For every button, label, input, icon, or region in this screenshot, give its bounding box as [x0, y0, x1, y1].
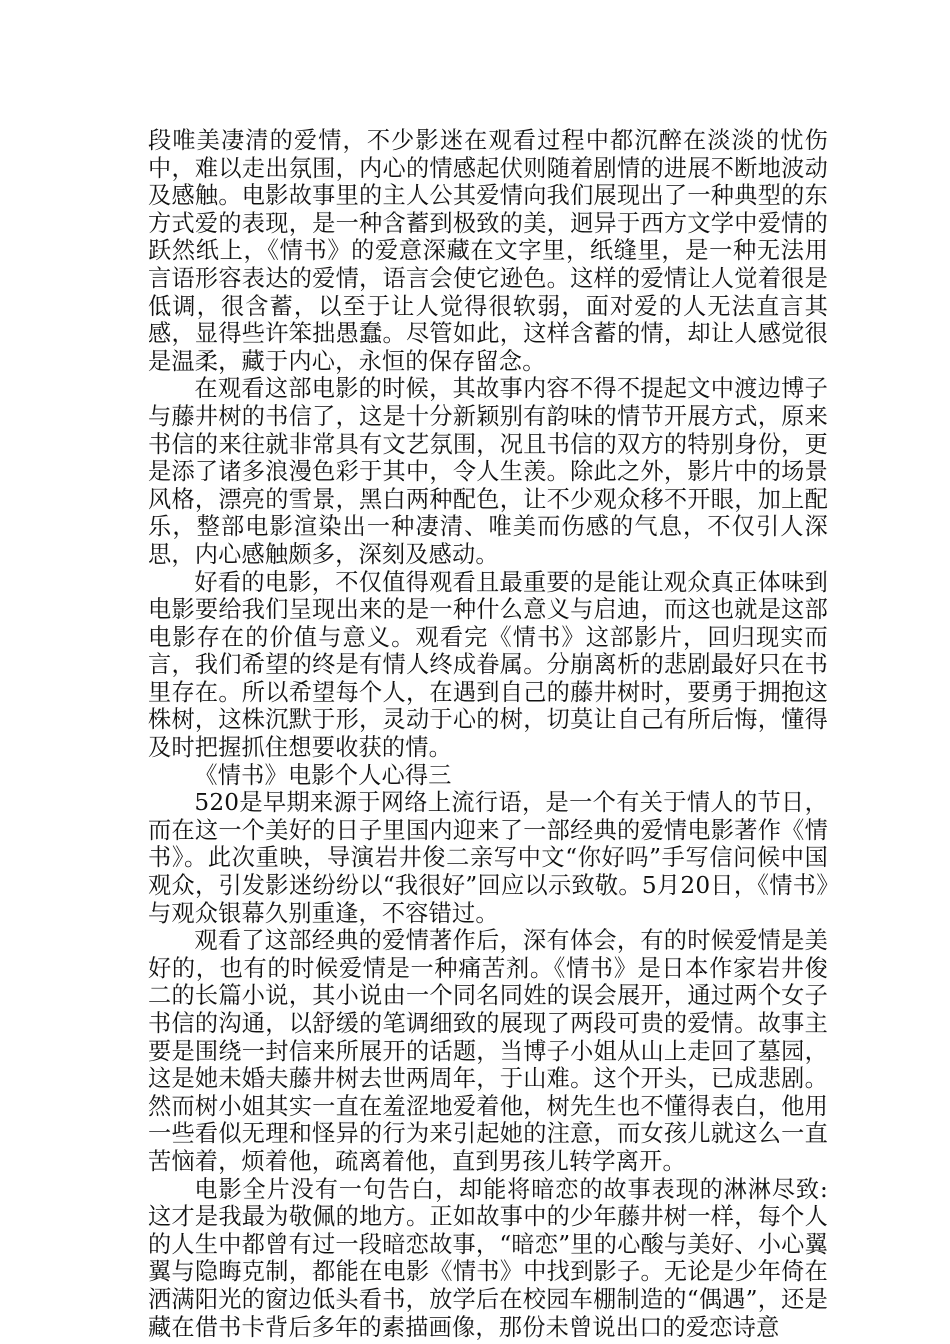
paragraph: 电影全片没有一句告白，却能将暗恋的故事表现的淋淋尽致:这才是我最为敬佩的地方。正如故事中的少年藤井树一样，每个人的人生中都曾有过一段暗恋故事，“暗恋”里的心酸与美好、小心翼翼与隐晦克制，都能在电影《情书》中找到影子。无论是少年倚在洒满阳光的窗边低头看书，放学后在校园车棚制造的“偶遇”，还是藏在借书卡背后多年的素描画像，那份未曾说出口的爱恋诗意: [148, 1175, 828, 1341]
body-text: [148, 127, 828, 1341]
paragraph-continued: 段唯美凄清的爱情，不少影迷在观看过程中都沉醉在淡淡的忧伤中，难以走出氛围，内心的情感起伏则随着剧情的进展不断地波动及感触。电影故事里的主人公其爱情向我们展现出了一种典型的东方式爱的表现，是一种含蓄到极致的美，迥异于西方文学中爱情的跃然纸上，《情书》的爱意深藏在文字里，纸缝里，是一种无法用言语形容表达的爱情，语言会使它逊色。这样的爱情让人觉着很是低调，很含蓄，以至于让人觉得很软弱，面对爱的人无法直言其感，显得些许笨拙愚蠢。尽管如此，这样含蓄的情，却让人感觉很是温柔，藏于内心，永恒的保存留念。: [148, 127, 828, 375]
paragraph: 在观看这部电影的时候，其故事内容不得不提起文中渡边博子与藤井树的书信了，这是十分新颖别有韵味的情节开展方式，原来书信的来往就非常具有文艺氛围，况且书信的双方的特别身份，更是添了诸多浪漫色彩于其中，令人生羡。除此之外，影片中的场景风格，漂亮的雪景，黑白两种配色，让不少观众移不开眼，加上配乐，整部电影渲染出一种凄清、唯美而伤感的气息，不仅引人深思，内心感触颇多，深刻及感动。: [148, 375, 828, 568]
paragraph: 好看的电影，不仅值得观看且最重要的是能让观众真正体味到电影要给我们呈现出来的是一种什么意义与启迪，而这也就是这部电影存在的价值与意义。观看完《情书》这部影片，回归现实而言，我们希望的终是有情人终成眷属。分崩离析的悲剧最好只在书里存在。所以希望每个人，在遇到自己的藤井树时，要勇于拥抱这株树，这株沉默于形，灵动于心的树，切莫让自己有所后悔，懂得及时把握抓住想要收获的情。: [148, 568, 828, 762]
section-heading: 《情书》电影个人心得三: [194, 761, 452, 789]
paragraph: 观看了这部经典的爱情著作后，深有体会，有的时候爱情是美好的，也有的时候爱情是一种痛苦剂。《情书》是日本作家岩井俊二的长篇小说，其小说由一个同名同姓的误会展开，通过两个女子书信的沟通，以舒缓的笔调细致的展现了两段可贵的爱情。故事主要是围绕一封信来所展开的话题，当博子小姐从山上走回了墓园，这是她未婚夫藤井树去世两周年，于山难。这个开头，已成悲剧。然而树小姐其实一直在羞涩地爱着他，树先生也不懂得表白，他用一些看似无理和怪异的行为来引起她的注意，而女孩儿就这么一直苦恼着，烦着他，疏离着他，直到男孩儿转学离开。: [148, 927, 828, 1175]
paragraph: 520是早期来源于网络上流行语，是一个有关于情人的节日，而在这一个美好的日子里国内迎来了一部经典的爱情电影著作《情书》。此次重映，导演岩井俊二亲写中文“你好吗”手写信问候中国观众，引发影迷纷纷以“我很好”回应以示致敬。5月20日，《情书》与观众银幕久别重逢，不容错过。: [148, 789, 828, 927]
